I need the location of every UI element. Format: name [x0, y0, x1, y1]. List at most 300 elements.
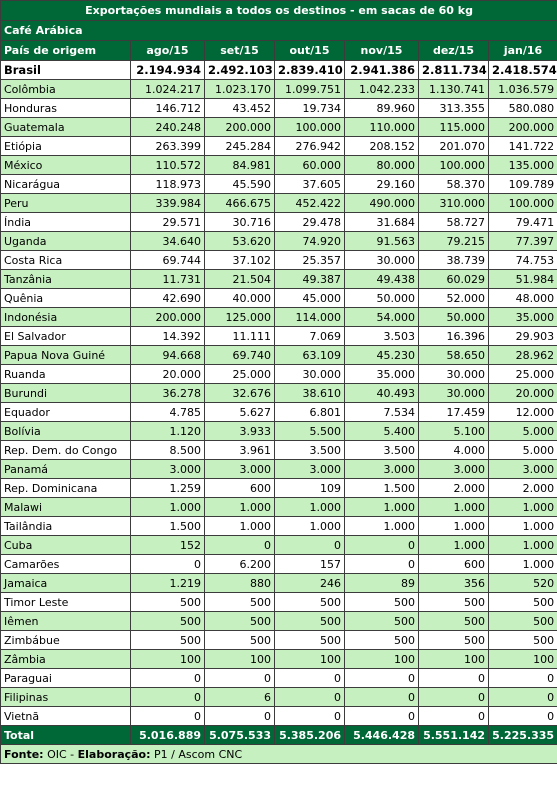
export-value: 91.563	[345, 232, 419, 251]
export-value: 100	[275, 650, 345, 669]
export-value: 100	[489, 650, 557, 669]
export-value: 310.000	[419, 194, 489, 213]
country-name: Tanzânia	[1, 270, 131, 289]
export-value: 276.942	[275, 137, 345, 156]
export-value: 19.734	[275, 99, 345, 118]
export-value: 0	[419, 707, 489, 726]
export-value: 500	[275, 612, 345, 631]
total-value: 5.551.142	[419, 726, 489, 745]
export-value: 3.000	[345, 460, 419, 479]
export-value: 1.000	[275, 517, 345, 536]
export-value: 1.000	[205, 517, 275, 536]
export-value: 49.387	[275, 270, 345, 289]
export-value: 3.000	[131, 460, 205, 479]
export-value: 110.000	[345, 118, 419, 137]
export-value: 115.000	[419, 118, 489, 137]
export-value: 490.000	[345, 194, 419, 213]
export-value: 74.920	[275, 232, 345, 251]
column-header-month: set/15	[205, 41, 275, 61]
export-value: 1.219	[131, 574, 205, 593]
country-name: Colômbia	[1, 80, 131, 99]
export-value: 50.000	[345, 289, 419, 308]
export-value: 2.492.103	[205, 61, 275, 80]
country-name: El Salvador	[1, 327, 131, 346]
export-value: 1.000	[275, 498, 345, 517]
country-name: Equador	[1, 403, 131, 422]
table-row	[1, 308, 557, 327]
export-value: 114.000	[275, 308, 345, 327]
export-value: 2.194.934	[131, 61, 205, 80]
export-value: 3.500	[345, 441, 419, 460]
export-value: 0	[419, 688, 489, 707]
export-value: 0	[489, 669, 557, 688]
country-name: Uganda	[1, 232, 131, 251]
export-value: 356	[419, 574, 489, 593]
export-value: 1.500	[345, 479, 419, 498]
export-value: 0	[275, 536, 345, 555]
table-row	[1, 650, 557, 669]
export-value: 1.000	[345, 498, 419, 517]
export-value: 5.500	[275, 422, 345, 441]
export-value: 1.000	[489, 498, 557, 517]
export-value: 4.785	[131, 403, 205, 422]
export-value: 0	[275, 688, 345, 707]
country-name: Filipinas	[1, 688, 131, 707]
country-name: Etiópia	[1, 137, 131, 156]
export-value: 3.000	[489, 460, 557, 479]
export-value: 1.000	[419, 536, 489, 555]
export-value: 313.355	[419, 99, 489, 118]
export-value: 25.357	[275, 251, 345, 270]
table-row	[1, 574, 557, 593]
export-value: 1.042.233	[345, 80, 419, 99]
export-value: 16.396	[419, 327, 489, 346]
export-value: 20.000	[131, 365, 205, 384]
table-row	[1, 118, 557, 137]
table-row	[1, 61, 557, 80]
table-title: Exportações mundiais a todos os destinos - em sacas de 60 kg	[1, 1, 557, 21]
export-value: 6.801	[275, 403, 345, 422]
export-value: 30.716	[205, 213, 275, 232]
country-name: Indonésia	[1, 308, 131, 327]
export-value: 1.130.741	[419, 80, 489, 99]
table-row	[1, 80, 557, 99]
export-value: 200.000	[131, 308, 205, 327]
table-row	[1, 707, 557, 726]
export-value: 100	[419, 650, 489, 669]
export-value: 28.962	[489, 346, 557, 365]
export-value: 0	[205, 707, 275, 726]
export-value: 37.605	[275, 175, 345, 194]
export-value: 5.627	[205, 403, 275, 422]
export-value: 32.676	[205, 384, 275, 403]
export-value: 246	[275, 574, 345, 593]
export-value: 3.000	[275, 460, 345, 479]
export-value: 0	[131, 669, 205, 688]
export-value: 3.000	[205, 460, 275, 479]
export-value: 35.000	[345, 365, 419, 384]
export-value: 500	[419, 593, 489, 612]
export-value: 1.099.751	[275, 80, 345, 99]
export-value: 3.500	[275, 441, 345, 460]
export-value: 77.397	[489, 232, 557, 251]
export-value: 42.690	[131, 289, 205, 308]
export-value: 200.000	[205, 118, 275, 137]
export-value: 1.000	[205, 498, 275, 517]
table-row	[1, 137, 557, 156]
table-row	[1, 688, 557, 707]
export-value: 0	[345, 707, 419, 726]
export-value: 500	[419, 631, 489, 650]
export-value: 7.069	[275, 327, 345, 346]
country-name: Rep. Dem. do Congo	[1, 441, 131, 460]
table-row	[1, 479, 557, 498]
export-value: 135.000	[489, 156, 557, 175]
export-value: 240.248	[131, 118, 205, 137]
export-value: 45.000	[275, 289, 345, 308]
export-value: 6	[205, 688, 275, 707]
country-name: Ruanda	[1, 365, 131, 384]
table-row	[1, 156, 557, 175]
export-value: 208.152	[345, 137, 419, 156]
export-value: 500	[205, 612, 275, 631]
export-value: 110.572	[131, 156, 205, 175]
table-row	[1, 422, 557, 441]
table-row	[1, 441, 557, 460]
country-name: Camarões	[1, 555, 131, 574]
export-value: 63.109	[275, 346, 345, 365]
total-value: 5.016.889	[131, 726, 205, 745]
country-name: Nicarágua	[1, 175, 131, 194]
source-label: Fonte:	[4, 747, 44, 761]
export-value: 60.000	[275, 156, 345, 175]
export-value: 452.422	[275, 194, 345, 213]
country-name: México	[1, 156, 131, 175]
export-value: 3.000	[419, 460, 489, 479]
export-value: 84.981	[205, 156, 275, 175]
table-row	[1, 213, 557, 232]
total-value: 5.075.533	[205, 726, 275, 745]
country-name: Zâmbia	[1, 650, 131, 669]
export-value: 11.111	[205, 327, 275, 346]
export-value: 141.722	[489, 137, 557, 156]
export-value: 500	[489, 593, 557, 612]
country-name: Rep. Dominicana	[1, 479, 131, 498]
export-value: 30.000	[419, 384, 489, 403]
export-value: 500	[275, 593, 345, 612]
export-value: 25.000	[489, 365, 557, 384]
export-value: 11.731	[131, 270, 205, 289]
country-name: Guatemala	[1, 118, 131, 137]
export-value: 5.100	[419, 422, 489, 441]
export-value: 3.961	[205, 441, 275, 460]
export-value: 500	[205, 593, 275, 612]
table-row	[1, 403, 557, 422]
table-row	[1, 175, 557, 194]
export-value: 263.399	[131, 137, 205, 156]
export-value: 100.000	[419, 156, 489, 175]
export-value: 35.000	[489, 308, 557, 327]
export-value: 34.640	[131, 232, 205, 251]
export-value: 49.438	[345, 270, 419, 289]
export-value: 500	[345, 612, 419, 631]
export-value: 109	[275, 479, 345, 498]
export-value: 109.789	[489, 175, 557, 194]
column-header-month: nov/15	[345, 41, 419, 61]
export-value: 69.744	[131, 251, 205, 270]
export-value: 125.000	[205, 308, 275, 327]
country-name: Costa Rica	[1, 251, 131, 270]
export-value: 54.000	[345, 308, 419, 327]
export-value: 53.620	[205, 232, 275, 251]
table-row	[1, 99, 557, 118]
country-name: Brasil	[1, 61, 131, 80]
export-value: 100	[345, 650, 419, 669]
country-name: Timor Leste	[1, 593, 131, 612]
export-value: 0	[345, 536, 419, 555]
table-row	[1, 327, 557, 346]
export-value: 40.000	[205, 289, 275, 308]
export-value: 500	[345, 631, 419, 650]
export-value: 8.500	[131, 441, 205, 460]
table-row	[1, 384, 557, 403]
export-value: 600	[205, 479, 275, 498]
export-value: 43.452	[205, 99, 275, 118]
export-value: 1.000	[489, 517, 557, 536]
export-value: 500	[345, 593, 419, 612]
table-title-row	[1, 1, 557, 21]
export-value: 2.000	[419, 479, 489, 498]
section-row	[1, 21, 557, 41]
export-value: 58.370	[419, 175, 489, 194]
export-value: 48.000	[489, 289, 557, 308]
export-value: 0	[205, 669, 275, 688]
export-value: 200.000	[489, 118, 557, 137]
table-row	[1, 593, 557, 612]
country-name: Iêmen	[1, 612, 131, 631]
export-value: 0	[275, 707, 345, 726]
export-value: 69.740	[205, 346, 275, 365]
export-value: 1.000	[345, 517, 419, 536]
export-value: 29.571	[131, 213, 205, 232]
export-value: 52.000	[419, 289, 489, 308]
export-value: 152	[131, 536, 205, 555]
export-value: 520	[489, 574, 557, 593]
table-row	[1, 232, 557, 251]
export-value: 2.941.386	[345, 61, 419, 80]
country-name: Malawi	[1, 498, 131, 517]
export-value: 29.160	[345, 175, 419, 194]
country-name: Papua Nova Guiné	[1, 346, 131, 365]
export-value: 2.839.410	[275, 61, 345, 80]
export-value: 1.023.170	[205, 80, 275, 99]
export-value: 31.684	[345, 213, 419, 232]
export-value: 17.459	[419, 403, 489, 422]
export-value: 60.029	[419, 270, 489, 289]
export-value: 94.668	[131, 346, 205, 365]
export-value: 1.000	[489, 536, 557, 555]
export-value: 100	[131, 650, 205, 669]
export-value: 500	[205, 631, 275, 650]
footer-row	[1, 745, 557, 764]
table-row	[1, 517, 557, 536]
export-value: 5.000	[489, 422, 557, 441]
export-value: 0	[275, 669, 345, 688]
export-value: 1.000	[131, 498, 205, 517]
country-name: Vietnã	[1, 707, 131, 726]
export-value: 30.000	[275, 365, 345, 384]
country-name: Bolívia	[1, 422, 131, 441]
export-value: 5.400	[345, 422, 419, 441]
export-value: 38.610	[275, 384, 345, 403]
export-value: 21.504	[205, 270, 275, 289]
export-value: 79.471	[489, 213, 557, 232]
country-name: Honduras	[1, 99, 131, 118]
export-value: 45.230	[345, 346, 419, 365]
export-value: 2.418.574	[489, 61, 557, 80]
country-name: Quênia	[1, 289, 131, 308]
export-value: 38.739	[419, 251, 489, 270]
export-value: 80.000	[345, 156, 419, 175]
export-value: 30.000	[345, 251, 419, 270]
country-name: Índia	[1, 213, 131, 232]
table-row	[1, 365, 557, 384]
table-row	[1, 460, 557, 479]
export-value: 51.984	[489, 270, 557, 289]
export-value: 14.392	[131, 327, 205, 346]
table-row	[1, 194, 557, 213]
export-value: 500	[489, 612, 557, 631]
export-value: 500	[131, 631, 205, 650]
export-value: 3.503	[345, 327, 419, 346]
export-value: 0	[489, 688, 557, 707]
export-value: 0	[205, 536, 275, 555]
country-name: Paraguai	[1, 669, 131, 688]
export-value: 500	[275, 631, 345, 650]
country-name: Panamá	[1, 460, 131, 479]
export-value: 0	[131, 688, 205, 707]
table-row	[1, 631, 557, 650]
export-value: 0	[131, 555, 205, 574]
footer-source	[1, 745, 557, 764]
total-label: Total	[1, 726, 131, 745]
table-row	[1, 289, 557, 308]
export-value: 500	[489, 631, 557, 650]
export-value: 2.811.734	[419, 61, 489, 80]
country-name: Zimbábue	[1, 631, 131, 650]
export-value: 1.500	[131, 517, 205, 536]
export-value: 1.259	[131, 479, 205, 498]
table-row	[1, 536, 557, 555]
export-value: 36.278	[131, 384, 205, 403]
export-value: 466.675	[205, 194, 275, 213]
export-value: 29.478	[275, 213, 345, 232]
column-header-month: ago/15	[131, 41, 205, 61]
elaboration-label: Elaboração:	[77, 747, 151, 761]
export-value: 12.000	[489, 403, 557, 422]
export-value: 79.215	[419, 232, 489, 251]
country-name: Jamaica	[1, 574, 131, 593]
export-value: 50.000	[419, 308, 489, 327]
export-value: 25.000	[205, 365, 275, 384]
export-value: 157	[275, 555, 345, 574]
export-value: 339.984	[131, 194, 205, 213]
table-row	[1, 270, 557, 289]
export-value: 89.960	[345, 99, 419, 118]
table-row	[1, 498, 557, 517]
export-value: 146.712	[131, 99, 205, 118]
table-row	[1, 555, 557, 574]
export-value: 74.753	[489, 251, 557, 270]
export-value: 201.070	[419, 137, 489, 156]
export-value: 100.000	[489, 194, 557, 213]
export-value: 0	[345, 555, 419, 574]
export-value: 1.000	[419, 498, 489, 517]
export-value: 1.036.579	[489, 80, 557, 99]
export-value: 3.933	[205, 422, 275, 441]
export-value: 880	[205, 574, 275, 593]
export-value: 58.727	[419, 213, 489, 232]
export-value: 580.080	[489, 99, 557, 118]
export-value: 245.284	[205, 137, 275, 156]
column-header-country: País de origem	[1, 41, 131, 61]
table-row	[1, 346, 557, 365]
source-value: OIC -	[47, 747, 78, 761]
export-value: 600	[419, 555, 489, 574]
export-value: 6.200	[205, 555, 275, 574]
export-value: 45.590	[205, 175, 275, 194]
export-value: 7.534	[345, 403, 419, 422]
export-value: 2.000	[489, 479, 557, 498]
export-value: 500	[131, 593, 205, 612]
total-row	[1, 726, 557, 745]
export-value: 1.000	[489, 555, 557, 574]
export-value: 100	[205, 650, 275, 669]
export-value: 20.000	[489, 384, 557, 403]
table-row	[1, 251, 557, 270]
export-value: 1.120	[131, 422, 205, 441]
table-row	[1, 669, 557, 688]
export-value: 89	[345, 574, 419, 593]
total-value: 5.446.428	[345, 726, 419, 745]
export-value: 37.102	[205, 251, 275, 270]
export-value: 118.973	[131, 175, 205, 194]
export-value: 30.000	[419, 365, 489, 384]
column-header-month: dez/15	[419, 41, 489, 61]
country-name: Cuba	[1, 536, 131, 555]
section-label: Café Arábica	[1, 21, 557, 41]
column-header-row	[1, 41, 557, 61]
elaboration-value: P1 / Ascom CNC	[154, 747, 243, 761]
total-value: 5.225.335	[489, 726, 557, 745]
export-value: 58.650	[419, 346, 489, 365]
export-value: 1.000	[419, 517, 489, 536]
column-header-month: out/15	[275, 41, 345, 61]
export-value: 0	[345, 669, 419, 688]
export-value: 0	[345, 688, 419, 707]
total-value: 5.385.206	[275, 726, 345, 745]
export-value: 29.903	[489, 327, 557, 346]
export-value: 0	[131, 707, 205, 726]
export-value: 500	[131, 612, 205, 631]
export-value: 500	[419, 612, 489, 631]
country-name: Tailândia	[1, 517, 131, 536]
export-value: 100.000	[275, 118, 345, 137]
export-value: 5.000	[489, 441, 557, 460]
country-name: Peru	[1, 194, 131, 213]
table-row	[1, 612, 557, 631]
export-value: 0	[489, 707, 557, 726]
